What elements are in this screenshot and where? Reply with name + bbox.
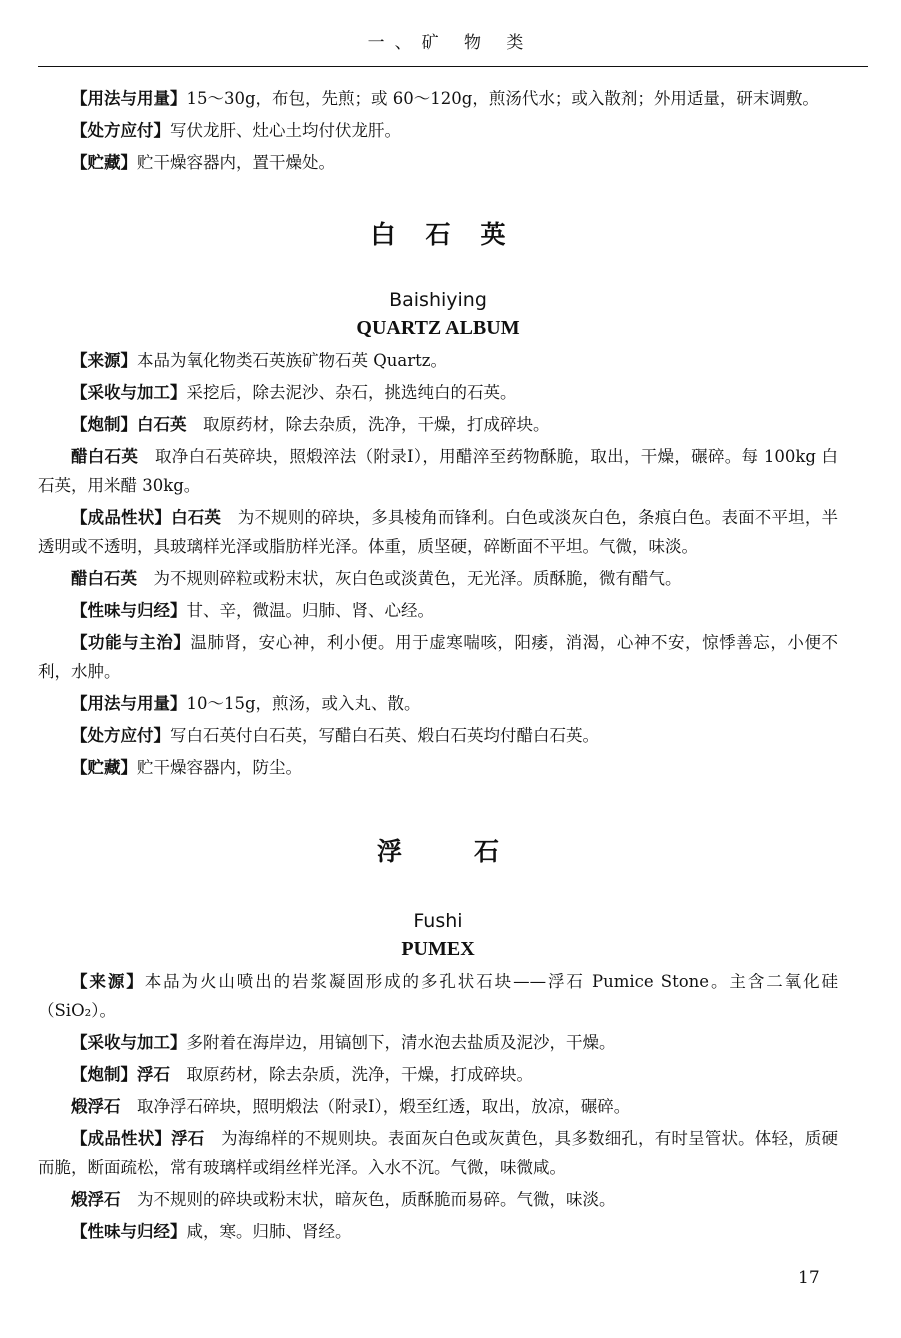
paragraph [38, 753, 838, 782]
paragraph [38, 1060, 838, 1089]
paragraph [38, 564, 838, 593]
running-header: 一、矿 物 类 [367, 33, 534, 53]
paragraph-text: 甘、辛，微温。归肺、肾、心经。 [186, 601, 434, 620]
paragraph-text: 写白石英付白石英，写醋白石英、煅白石英均付醋白石英。 [170, 726, 599, 745]
paragraph-text: 10～15g，煎汤，或入丸、散。 [186, 694, 421, 713]
entry-baishiying [38, 215, 838, 782]
paragraph [38, 1185, 838, 1214]
paragraph-text: 取原药材，除去杂质，洗净，干燥，打成碎块。 [170, 1065, 533, 1084]
paragraph-label: 【炮制】浮石 [71, 1065, 170, 1084]
paragraph-label: 醋白石英 [71, 447, 139, 466]
paragraph-text: 咸，寒。归肺、肾经。 [186, 1222, 352, 1241]
paragraph-text: 写伏龙肝、灶心土均付伏龙肝。 [170, 121, 401, 140]
paragraph [38, 346, 838, 375]
paragraph [38, 410, 838, 439]
paragraph-label: 【处方应付】 [71, 726, 170, 745]
paragraph-text: 取净白石英碎块，照煅淬法（附录Ⅰ），用醋淬至药物酥脆，取出，干燥，碾碎。每 100kg 白石英，用米醋 30kg。 [38, 447, 839, 495]
paragraph [38, 721, 838, 750]
paragraph [38, 442, 838, 500]
previous-entry-continuation [38, 84, 838, 177]
paragraph-text: 温肺肾，安心神，利小便。用于虚寒喘咳，阳痿，消渴，心神不安，惊悸善忘，小便不利，水肿。 [38, 633, 839, 681]
paragraph [38, 116, 838, 145]
page-content [38, 84, 838, 1249]
paragraph-text: 采挖后，除去泥沙、杂石，挑选纯白的石英。 [186, 383, 517, 402]
paragraph-label: 【用法与用量】 [71, 694, 187, 713]
paragraph [38, 689, 838, 718]
paragraph-label: 【采收与加工】 [71, 1033, 187, 1052]
paragraph [38, 628, 838, 686]
paragraph [38, 1124, 838, 1182]
paragraph [38, 596, 838, 625]
paragraph [38, 378, 838, 407]
paragraph [38, 84, 838, 113]
paragraph [38, 1217, 838, 1246]
paragraph-label: 【来源】 [71, 972, 145, 991]
paragraph-label: 【贮藏】 [71, 153, 137, 172]
paragraph-text: 本品为火山喷出的岩浆凝固形成的多孔状石块——浮石 Pumice Stone。主含二氧化硅（SiO₂）。 [38, 972, 838, 1020]
paragraph [38, 1092, 838, 1121]
paragraph-label: 【成品性状】浮石 [71, 1129, 205, 1148]
paragraph-text: 为不规则的碎块，多具棱角而锋利。白色或淡灰白色，条痕白色。表面不平坦，半透明或不透明，具玻璃样光泽或脂肪样光泽。体重，质坚硬，碎断面不平坦。气微，味淡。 [38, 508, 839, 556]
page-number: 17 [798, 1268, 820, 1288]
entry-title: 白石英 [370, 220, 536, 249]
paragraph-text: 为不规则的碎块或粉末状，暗灰色，质酥脆而易碎。气微，味淡。 [120, 1190, 616, 1209]
paragraph [38, 148, 838, 177]
paragraph-label: 醋白石英 [71, 569, 137, 588]
entry-title: 浮石 [376, 837, 571, 866]
paragraph-text: 取净浮石碎块，照明煅法（附录Ⅰ），煅至红透，取出，放凉，碾碎。 [120, 1097, 631, 1116]
paragraph-text: 取原药材，除去杂质，洗净，干燥，打成碎块。 [186, 415, 550, 434]
paragraph-text: 为海绵样的不规则块。表面灰白色或灰黄色，具多数细孔，有时呈管状。体轻，质硬而脆，断面疏松，常有玻璃样或绢丝样光泽。入水不沉。气微，味微咸。 [38, 1129, 839, 1177]
paragraph-label: 煅浮石 [71, 1190, 121, 1209]
paragraph-text: 贮干燥容器内，置干燥处。 [137, 153, 335, 172]
paragraph-label: 【性味与归经】 [71, 601, 187, 620]
paragraph-label: 【采收与加工】 [71, 383, 187, 402]
entry-fushi [38, 832, 838, 1246]
paragraph-label: 【处方应付】 [71, 121, 170, 140]
paragraph [38, 503, 838, 561]
paragraph-label: 【功能与主治】 [71, 633, 191, 652]
paragraph-label: 【成品性状】白石英 [71, 508, 222, 527]
entry-pinyin: Baishiying [389, 289, 487, 311]
paragraph-text: 多附着在海岸边，用镐刨下，清水泡去盐质及泥沙，干燥。 [186, 1033, 616, 1052]
paragraph-label: 【贮藏】 [71, 758, 137, 777]
paragraph-text: 本品为氧化物类石英族矿物石英 Quartz。 [137, 351, 447, 370]
paragraph [38, 967, 838, 1025]
entry-pinyin: Fushi [413, 910, 463, 932]
header-rule [38, 66, 868, 67]
paragraph-label: 【来源】 [71, 351, 137, 370]
paragraph-text: 为不规则碎粒或粉末状，灰白色或淡黄色，无光泽。质酥脆，微有醋气。 [137, 569, 682, 588]
paragraph-label: 煅浮石 [71, 1097, 121, 1116]
paragraph-label: 【炮制】白石英 [71, 415, 187, 434]
paragraph [38, 1028, 838, 1057]
entry-latin-name: PUMEX [401, 938, 475, 960]
entry-latin-name: QUARTZ ALBUM [356, 317, 520, 339]
paragraph-label: 【用法与用量】 [71, 89, 187, 108]
paragraph-text: 15～30g，布包，先煎；或 60～120g，煎汤代水；或入散剂；外用适量，研末调敷。 [186, 89, 819, 108]
paragraph-label: 【性味与归经】 [71, 1222, 187, 1241]
paragraph-text: 贮干燥容器内，防尘。 [137, 758, 302, 777]
